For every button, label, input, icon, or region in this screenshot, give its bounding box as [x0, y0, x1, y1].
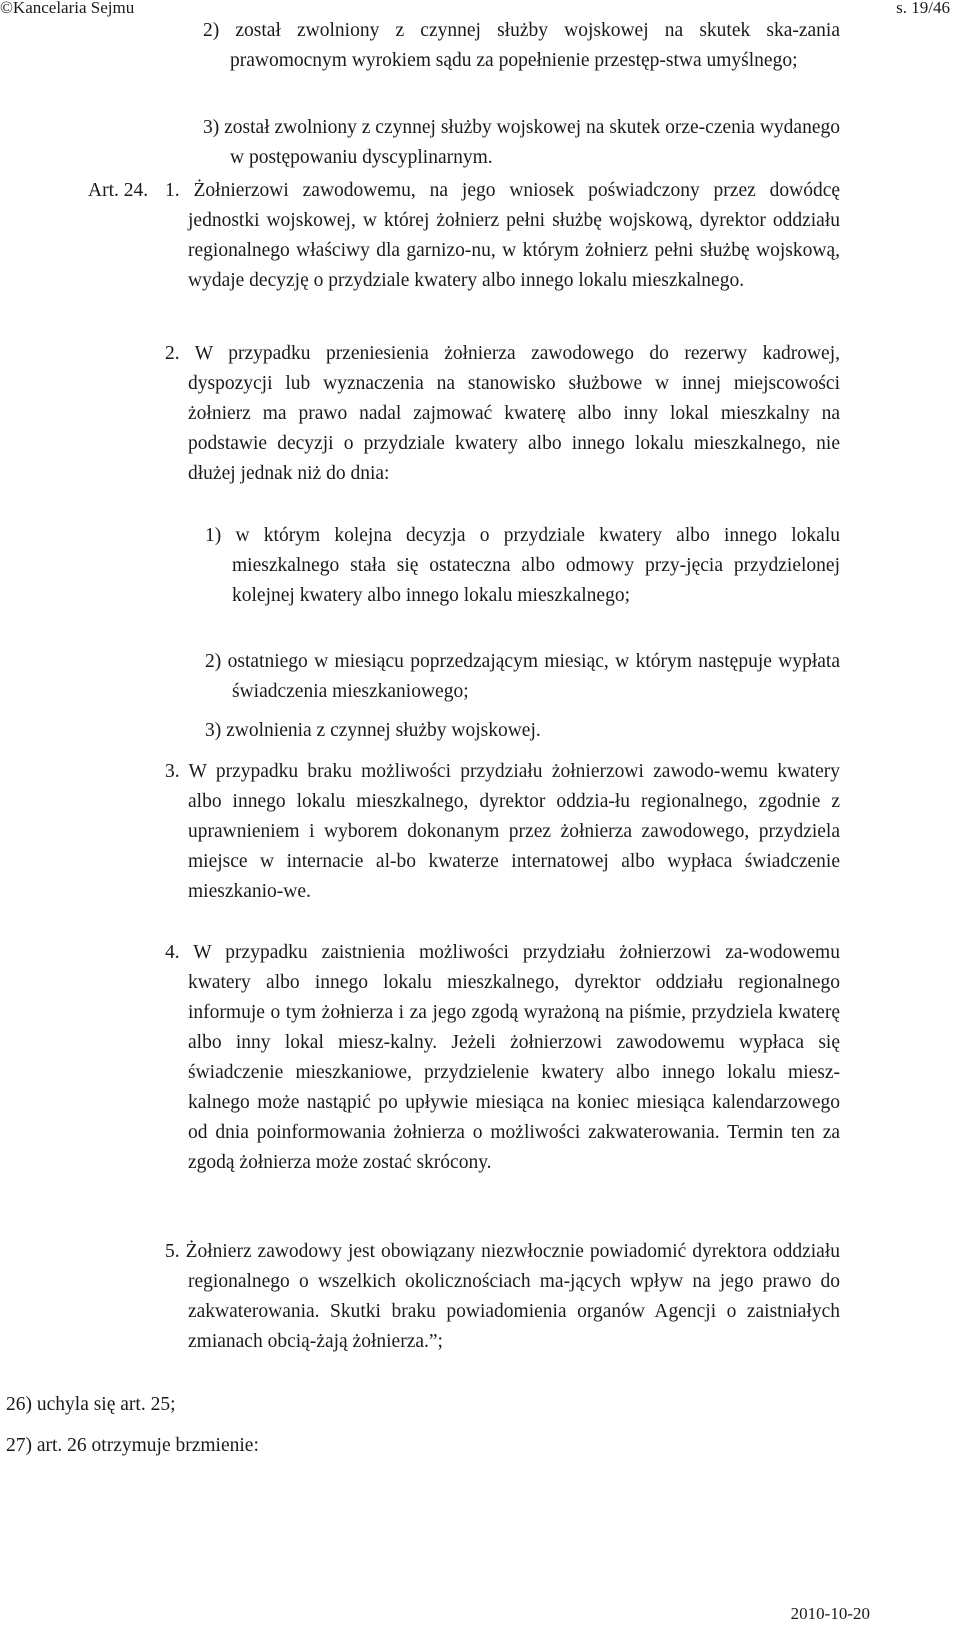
section-number: 3.: [165, 761, 180, 782]
section-number: 4.: [165, 942, 180, 963]
list-item-text: został zwolniony z czynnej służby wojskowej na skutek orze-czenia wydanego w postępowaniu dyscyplinarnym.: [224, 117, 840, 168]
page-number: s. 19/46: [896, 0, 950, 17]
article-section: [165, 757, 840, 907]
list-item: [203, 113, 840, 173]
section-text: Żołnierz zawodowy jest obowiązany niezwłocznie powiadomić dyrektora oddziału regionalnego o wszelkich okolicznościach ma-jących wpływ na jego prawo do zakwaterowania. Skutki braku powiadomienia organów Agencji o zaistniałych zmianach obcią-żają żołnierza.”;: [185, 1241, 841, 1352]
list-item-text: został zwolniony z czynnej służby wojskowej na skutek ska-zania prawomocnym wyrokiem sądu za popełnienie przestęp-stwa umyślnego;: [230, 20, 840, 71]
section-text: W przypadku przeniesienia żołnierza zawodowego do rezerwy kadrowej, dyspozycji lub wyznaczenia na stanowisko służbowe w innej miejscowości żołnierz ma prawo nadal zajmować kwaterę albo inny lokal mieszkalny na podstawie decyzji o przydziale kwatery albo innego lokalu mieszkalnego, nie dłużej jednak niż do dnia:: [188, 343, 840, 484]
list-item: [205, 716, 840, 746]
list-item: [205, 647, 840, 707]
list-item: [203, 16, 840, 76]
header-source: ©Kancelaria Sejmu: [0, 0, 135, 17]
document-date: 2010-10-20: [790, 1604, 870, 1623]
section-number: 1.: [165, 180, 180, 201]
section-text: W przypadku zaistnienia możliwości przydziału żołnierzowi za-wodowemu kwatery albo innego lokalu mieszkalnego, dyrektor oddziału regionalnego informuje o tym żołnierza i za jego zgodą wyrażoną na piśmie, przydziela kwaterę albo inny lokal miesz-kalny. Jeżeli żołnierzowi zawodowemu wypłaca się świadczenie mieszkaniowe, przydzielenie kwatery albo innego lokalu miesz-kalnego może nastąpić po upływie miesiąca na koniec miesiąca kalendarzowego od dnia poinformowania żołnierza o możliwości zakwaterowania. Termin ten za zgodą żołnierza może zostać skrócony.: [188, 942, 840, 1173]
section-text: Żołnierzowi zawodowemu, na jego wniosek poświadczony przez dowódcę jednostki wojskowej, w której żołnierz pełni służbę wojskową, dyrektor oddziału regionalnego właściwy dla garnizo-nu, w którym żołnierz pełni służbę wojskową, wydaje decyzję o przydziale kwatery albo innego lokalu mieszkalnego.: [188, 180, 841, 291]
article-section: [165, 339, 840, 489]
article-section: [165, 176, 840, 296]
list-item: [205, 521, 840, 611]
list-item-label: 2): [205, 651, 228, 672]
article-label: Art. 24.: [88, 180, 149, 201]
list-item-text: w którym kolejna decyzja o przydziale kwatery albo innego lokalu mieszkalnego stała się ostateczna albo odmowy przy-jęcia przydzielonej kolejnej kwatery albo innego lokalu mieszkalnego;: [232, 525, 841, 606]
list-item-label: 3): [203, 117, 225, 138]
amendment-point: 27) art. 26 otrzymuje brzmienie:: [6, 1435, 259, 1456]
list-item-label: 2): [203, 20, 236, 41]
list-item-text: zwolnienia z czynnej służby wojskowej.: [226, 720, 541, 741]
list-item-text: ostatniego w miesiącu poprzedzającym miesiąc, w którym następuje wypłata świadczenia mieszkaniowego;: [227, 651, 840, 702]
article-section: [165, 1237, 840, 1357]
section-number: 2.: [165, 343, 180, 364]
section-text: W przypadku braku możliwości przydziału żołnierzowi zawodo-wemu kwatery albo innego lokalu mieszkalnego, dyrektor oddzia-łu regionalnego, zgodnie z uprawnieniem i wyborem dokonanym przez żołnierza zawodowego, przydziela miejsce w internacie al-bo kwaterze internatowej albo wypłaca świadczenie mieszkanio-we.: [188, 761, 840, 902]
amendment-point: 26) uchyla się art. 25;: [6, 1394, 176, 1415]
section-number: 5.: [165, 1241, 180, 1262]
article-section: [165, 938, 840, 1178]
list-item-label: 1): [205, 525, 236, 546]
list-item-label: 3): [205, 720, 227, 741]
